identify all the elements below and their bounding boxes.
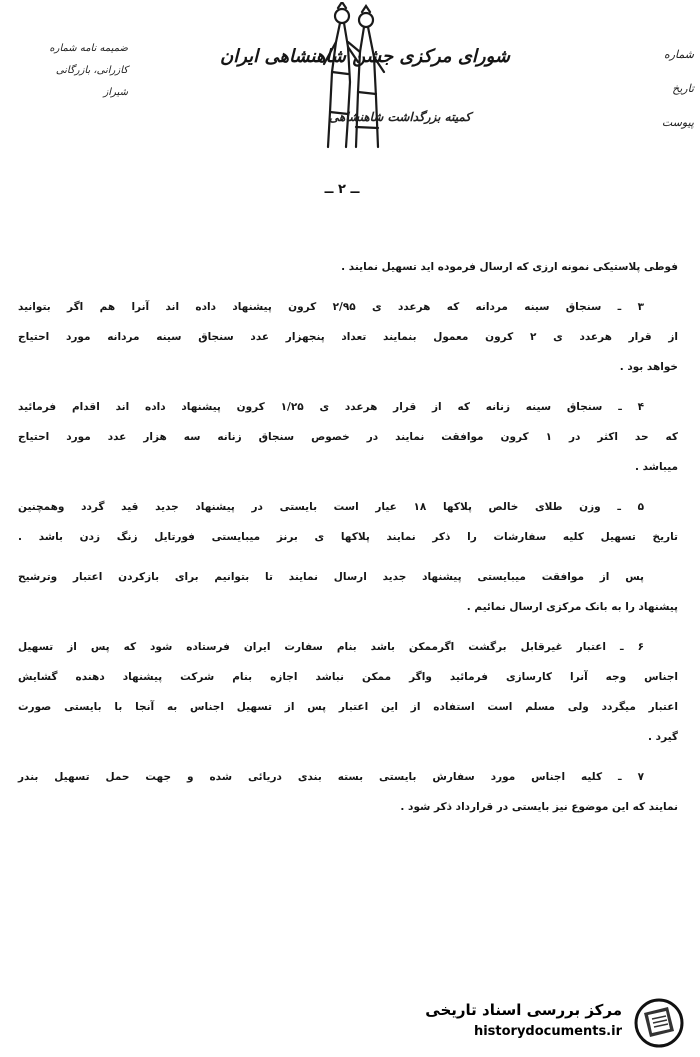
paragraph xyxy=(18,398,678,476)
text-line: اعتبار میگردد ولی مسلم است استفاده از این اعتبار پس از تسهیل اجناس به آنجا با بایستی صورت xyxy=(18,701,678,713)
letterhead-subtitle: کمیته بزرگداشت شاهنشاهی xyxy=(329,110,471,124)
text-line: ۵ ـ وزن طلای خالص پلاکها ۱۸ عیار است بایستی در پیشنهاد جدید قید گردد وهمچنین xyxy=(18,501,645,513)
handwritten-note-line: شیراز xyxy=(103,87,128,98)
document-archive-logo-icon xyxy=(630,997,688,1049)
watermark xyxy=(412,997,692,1049)
text-line: ۴ ـ سنجاق سینه زنانه که از قرار هرعدد ی ۱/۲۵ کرون پیشنهاد داده اند اقدام فرمائید xyxy=(18,401,645,413)
handwritten-note xyxy=(8,38,128,104)
text-line: فوطی پلاستیکی نمونه ارزی که ارسال فرموده اید تسهیل نمایند . xyxy=(341,261,678,273)
text-line: ۳ ـ سنجاق سینه مردانه که هرعدد ی ۲/۹۵ کرون پیشنهاد داده اند آنرا هم اگر بتوانید xyxy=(18,301,644,313)
date-field-label: تاریخ xyxy=(672,82,694,95)
attachment-field-label: پیوست xyxy=(661,116,694,129)
number-field-label: شماره xyxy=(663,48,694,61)
handwritten-note-line: ضمیمه نامه شماره xyxy=(49,43,128,54)
achaemenid-figures-emblem-icon xyxy=(318,2,388,152)
paragraph xyxy=(18,638,678,746)
text-line: میباشد . xyxy=(634,461,678,473)
letterhead-title: شورای مرکزی جشن شاهنشاهی ایران xyxy=(220,46,510,67)
paragraph xyxy=(18,498,678,546)
text-line: گیرد . xyxy=(648,731,678,743)
text-line: پیشنهاد را به بانک مرکزی ارسال نمائیم . xyxy=(466,601,678,613)
page-number: ــ ۲ ــ xyxy=(324,182,360,197)
text-line: اجناس وجه آنرا کارسازی فرمائید واگر ممکن نباشد اجازه بنام شرکت پیشنهاد دهنده گشایش xyxy=(18,671,678,683)
watermark-url: historydocuments.ir xyxy=(473,1024,622,1039)
handwritten-note-line: کازرانی، بازرگانی xyxy=(55,65,128,76)
paragraph xyxy=(18,568,678,616)
text-line: نمایند که این موضوع نیز بایستی در قرارداد ذکر شود . xyxy=(400,801,678,813)
text-line: پس از موافقت میبایستی پیشنهاد جدید ارسال نمایند تا بتوانیم برای بازکردن اعتبار وترشیح xyxy=(18,571,644,583)
letter-body xyxy=(18,258,678,816)
paragraph xyxy=(18,768,678,816)
paragraph xyxy=(18,298,678,376)
letterhead-fields xyxy=(662,38,694,140)
text-line: از قرار هرعدد ی ۲ کرون معمول بنمایند تعداد پنجهزار عدد سنجاق سینه مردانه مورد احتیاج xyxy=(18,331,678,343)
text-line: که حد اکثر در ۱ کرون موافقت نمایند در خصوص سنجاق زنانه سه هزار عدد مورد احتیاج xyxy=(18,431,678,443)
text-line: ۷ ـ کلیه اجناس مورد سفارش بایستی بسته بندی دریائی شده و جهت حمل تسهیل بندر xyxy=(18,771,644,783)
text-line: خواهد بود . xyxy=(619,361,678,373)
watermark-text: مرکز بررسی اسناد تاریخی xyxy=(425,1001,622,1019)
text-line: تاریخ تسهیل کلیه سفارشات را ذکر نمایند پلاکها ی برنز میبایستی فورتایل زنگ زدن باشد . xyxy=(18,531,678,543)
text-line: ۶ ـ اعتبار غیرقابل برگشت اگرممکن باشد بنام سفارت ایران فرستاده شود که پس از تسهیل xyxy=(18,641,644,653)
paragraph xyxy=(18,258,678,276)
